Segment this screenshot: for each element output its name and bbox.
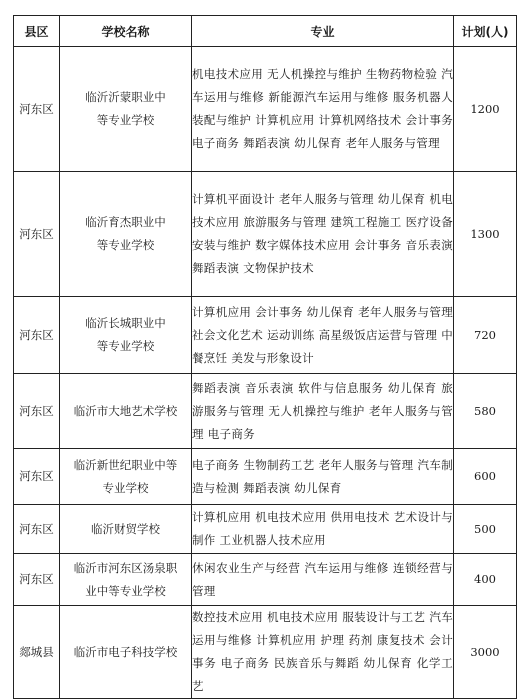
header-majors: 专业	[192, 16, 454, 47]
county-cell: 郯城县	[14, 606, 60, 699]
majors-cell: 舞蹈表演 音乐表演 软件与信息服务 幼儿保育 旅游服务与管理 无人机操控与维护 老年人服务与管理 电子商务	[192, 374, 454, 449]
school-cell: 临沂市河东区汤泉职业中等专业学校	[60, 554, 192, 606]
majors-cell: 电子商务 生物制药工艺 老年人服务与管理 汽车制造与检测 舞蹈表演 幼儿保育	[192, 449, 454, 505]
table-row	[14, 554, 517, 606]
majors-cell: 计算机应用 会计事务 幼儿保育 老年人服务与管理 社会文化艺术 运动训练 高星级饭店运营与管理 中餐烹饪 美发与形象设计	[192, 297, 454, 374]
plan-cell: 600	[454, 449, 517, 505]
school-cell: 临沂市大地艺术学校	[60, 374, 192, 449]
county-cell: 河东区	[14, 449, 60, 505]
header-county: 县区	[14, 16, 60, 47]
majors-cell: 机电技术应用 无人机操控与维护 生物药物检验 汽车运用与维修 新能源汽车运用与维修 服务机器人装配与维护 计算机应用 计算机网络技术 会计事务 电子商务 舞蹈表演 幼儿保育 老年人服务与管理	[192, 47, 454, 172]
school-cell: 临沂财贸学校	[60, 505, 192, 554]
county-cell: 河东区	[14, 505, 60, 554]
school-cell: 临沂育杰职业中等专业学校	[60, 172, 192, 297]
county-cell: 河东区	[14, 172, 60, 297]
header-row	[14, 16, 517, 47]
plan-cell: 500	[454, 505, 517, 554]
plan-cell: 1300	[454, 172, 517, 297]
table-row	[14, 505, 517, 554]
school-cell: 临沂长城职业中等专业学校	[60, 297, 192, 374]
majors-cell: 计算机应用 机电技术应用 供用电技术 艺术设计与制作 工业机器人技术应用	[192, 505, 454, 554]
plan-cell: 580	[454, 374, 517, 449]
majors-cell: 休闲农业生产与经营 汽车运用与维修 连锁经营与管理	[192, 554, 454, 606]
majors-cell: 数控技术应用 机电技术应用 服装设计与工艺 汽车运用与维修 计算机应用 护理 药剂 康复技术 会计事务 电子商务 民族音乐与舞蹈 幼儿保育 化学工艺	[192, 606, 454, 699]
table-row	[14, 297, 517, 374]
table-row	[14, 449, 517, 505]
county-cell: 河东区	[14, 374, 60, 449]
majors-cell: 计算机平面设计 老年人服务与管理 幼儿保育 机电技术应用 旅游服务与管理 建筑工程施工 医疗设备安装与维护 数字媒体技术应用 会计事务 音乐表演 舞蹈表演 文物保护技术	[192, 172, 454, 297]
county-cell: 河东区	[14, 47, 60, 172]
table-row	[14, 374, 517, 449]
school-cell: 临沂新世纪职业中等专业学校	[60, 449, 192, 505]
plan-cell: 3000	[454, 606, 517, 699]
table-row	[14, 47, 517, 172]
plan-cell: 1200	[454, 47, 517, 172]
enrollment-table	[13, 15, 517, 699]
school-cell: 临沂沂蒙职业中等专业学校	[60, 47, 192, 172]
plan-cell: 720	[454, 297, 517, 374]
table-row	[14, 606, 517, 699]
table-row	[14, 172, 517, 297]
plan-cell: 400	[454, 554, 517, 606]
county-cell: 河东区	[14, 554, 60, 606]
school-cell: 临沂市电子科技学校	[60, 606, 192, 699]
header-plan: 计划(人)	[454, 16, 517, 47]
county-cell: 河东区	[14, 297, 60, 374]
header-school: 学校名称	[60, 16, 192, 47]
